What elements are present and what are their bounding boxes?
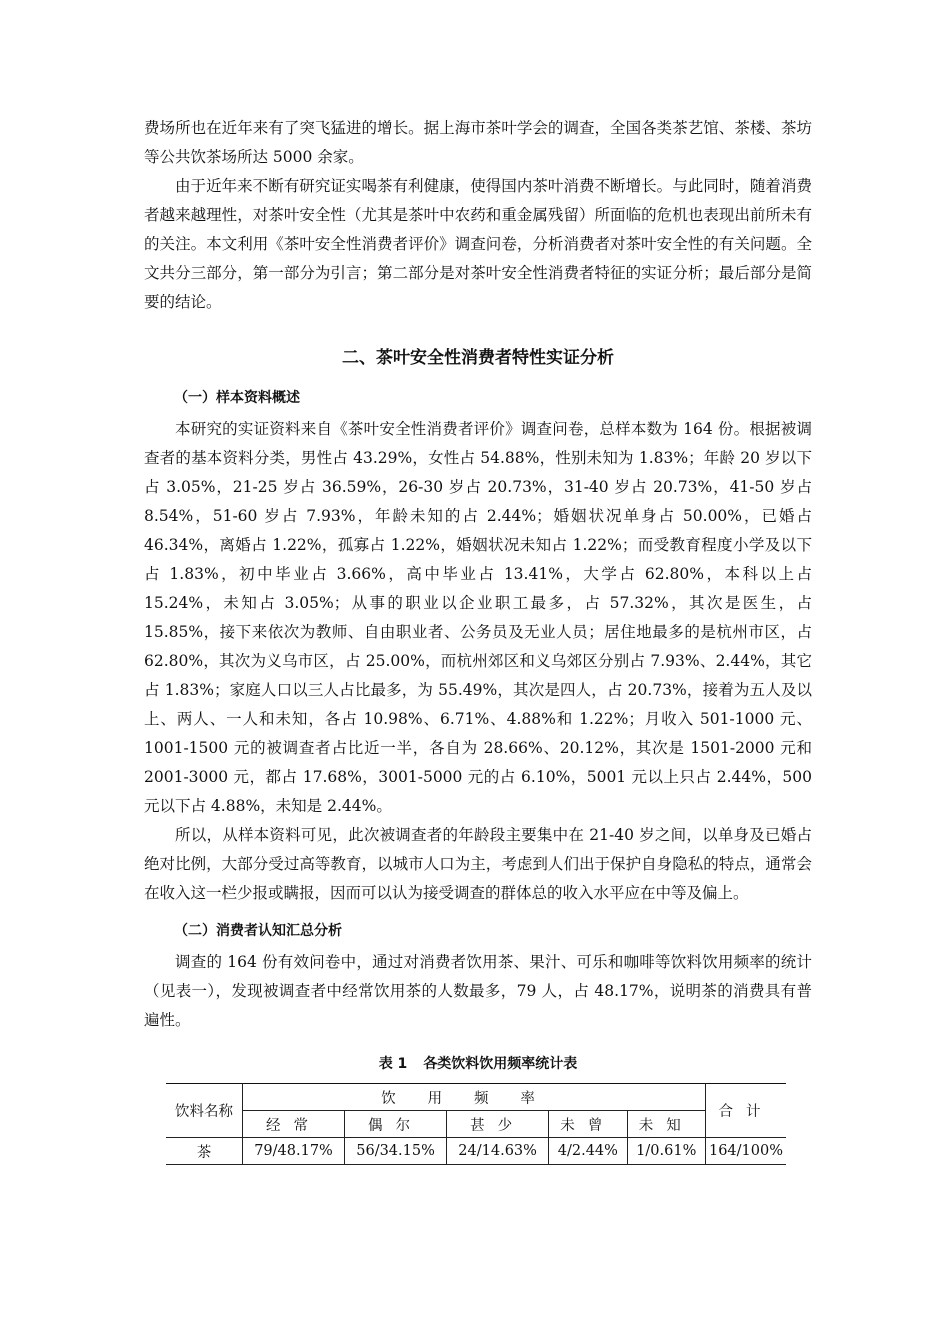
header-frequency-group: 饮用频率	[243, 1084, 706, 1111]
cell-unknown: 1/0.61%	[627, 1138, 705, 1165]
cell-never: 4/2.44%	[549, 1138, 627, 1165]
cell-occasionally: 56/34.15%	[345, 1138, 447, 1165]
cell-beverage-name: 茶	[166, 1138, 243, 1165]
table-caption-number: 表 1	[378, 1056, 408, 1072]
table-header-row	[166, 1084, 786, 1111]
paragraph-sample-summary: 所以，从样本资料可见，此次被调查者的年龄段主要集中在 21-40 岁之间，以单身及已婚占绝对比例，大部分受过高等教育，以城市人口为主，考虑到人们出于保护自身隐私的特点，通常会在收入这一栏少报或瞒报，因而可以认为接受调查的群体总的收入水平应在中等及偏上。	[144, 826, 812, 902]
header-often: 经常	[243, 1111, 345, 1138]
cell-often: 79/48.17%	[243, 1138, 345, 1165]
table-caption-text: 各类饮料饮用频率统计表	[423, 1056, 578, 1072]
cell-total: 164/100%	[706, 1138, 787, 1165]
header-rarely: 甚少	[447, 1111, 549, 1138]
frequency-table	[166, 1083, 786, 1165]
header-beverage-name: 饮料名称	[166, 1084, 243, 1138]
header-total: 合计	[706, 1084, 787, 1138]
table-subheader-row	[166, 1111, 786, 1138]
paragraph-cognition: 调查的 164 份有效问卷中，通过对消费者饮用茶、果汁、可乐和咖啡等饮料饮用频率的统计（见表一），发现被调查者中经常饮用茶的人数最多，79 人，占 48.17%，说明茶的消费具有普遍性。	[144, 953, 812, 1029]
subsection-title-sample: （一）样本资料概述	[174, 390, 300, 406]
subsection-title-cognition: （二）消费者认知汇总分析	[174, 923, 342, 939]
document-page	[144, 114, 812, 1165]
paragraph-intro-continued: 费场所也在近年来有了突飞猛进的增长。据上海市茶叶学会的调查，全国各类茶艺馆、茶楼、茶坊等公共饮茶场所达 5000 余家。	[144, 119, 812, 166]
cell-rarely: 24/14.63%	[447, 1138, 549, 1165]
table-caption	[144, 1053, 812, 1075]
header-occasionally: 偶尔	[345, 1111, 447, 1138]
header-unknown: 未知	[627, 1111, 705, 1138]
table-row	[166, 1138, 786, 1165]
header-never: 未曾	[549, 1111, 627, 1138]
paragraph-intro-background: 由于近年来不断有研究证实喝茶有利健康，使得国内茶叶消费不断增长。与此同时，随着消费者越来越理性，对茶叶安全性（尤其是茶叶中农药和重金属残留）所面临的危机也表现出前所未有的关注。本文利用《茶叶安全性消费者评价》调查问卷，分析消费者对茶叶安全性的有关问题。全文共分三部分，第一部分为引言；第二部分是对茶叶安全性消费者特征的实证分析；最后部分是简要的结论。	[144, 177, 812, 311]
section-title: 二、茶叶安全性消费者特性实证分析	[342, 348, 614, 368]
paragraph-sample-overview: 本研究的实证资料来自《茶叶安全性消费者评价》调查问卷，总样本数为 164 份。根据被调查者的基本资料分类，男性占 43.29%，女性占 54.88%，性别未知为 1.83%；年龄 20 岁以下占 3.05%，21-25 岁占 36.59%，26-30 岁占 20.73%，31-40 岁占 20.73%，41-50 岁占 8.54%，51-60 岁占 7.93%，年龄未知的占 2.44%；婚姻状况单身占 50.00%，已婚占 46.34%，离婚占 1.22%，孤寡占 1.22%，婚姻状况未知占 1.22%；而受教育程度小学及以下占 1.83%，初中毕业占 3.66%，高中毕业占 13.41%，大学占 62.80%，本科以上占 15.24%，未知占 3.05%；从事的职业以企业职工最多，占 57.32%，其次是医生，占 15.85%，接下来依次为教师、自由职业者、公务员及无业人员；居住地最多的是杭州市区，占 62.80%，其次为义乌市区，占 25.00%，而杭州郊区和义乌郊区分别占 7.93%、2.44%，其它占 1.83%；家庭人口以三人占比最多，为 55.49%，其次是四人，占 20.73%，接着为五人及以上、两人、一人和未知，各占 10.98%、6.71%、4.88%和 1.22%；月收入 501-1000 元、1001-1500 元的被调查者占比近一半，各自为 28.66%、20.12%，其次是 1501-2000 元和 2001-3000 元，都占 17.68%，3001-5000 元的占 6.10%，5001 元以上只占 2.44%，500 元以下占 4.88%，未知是 2.44%。	[144, 420, 812, 815]
